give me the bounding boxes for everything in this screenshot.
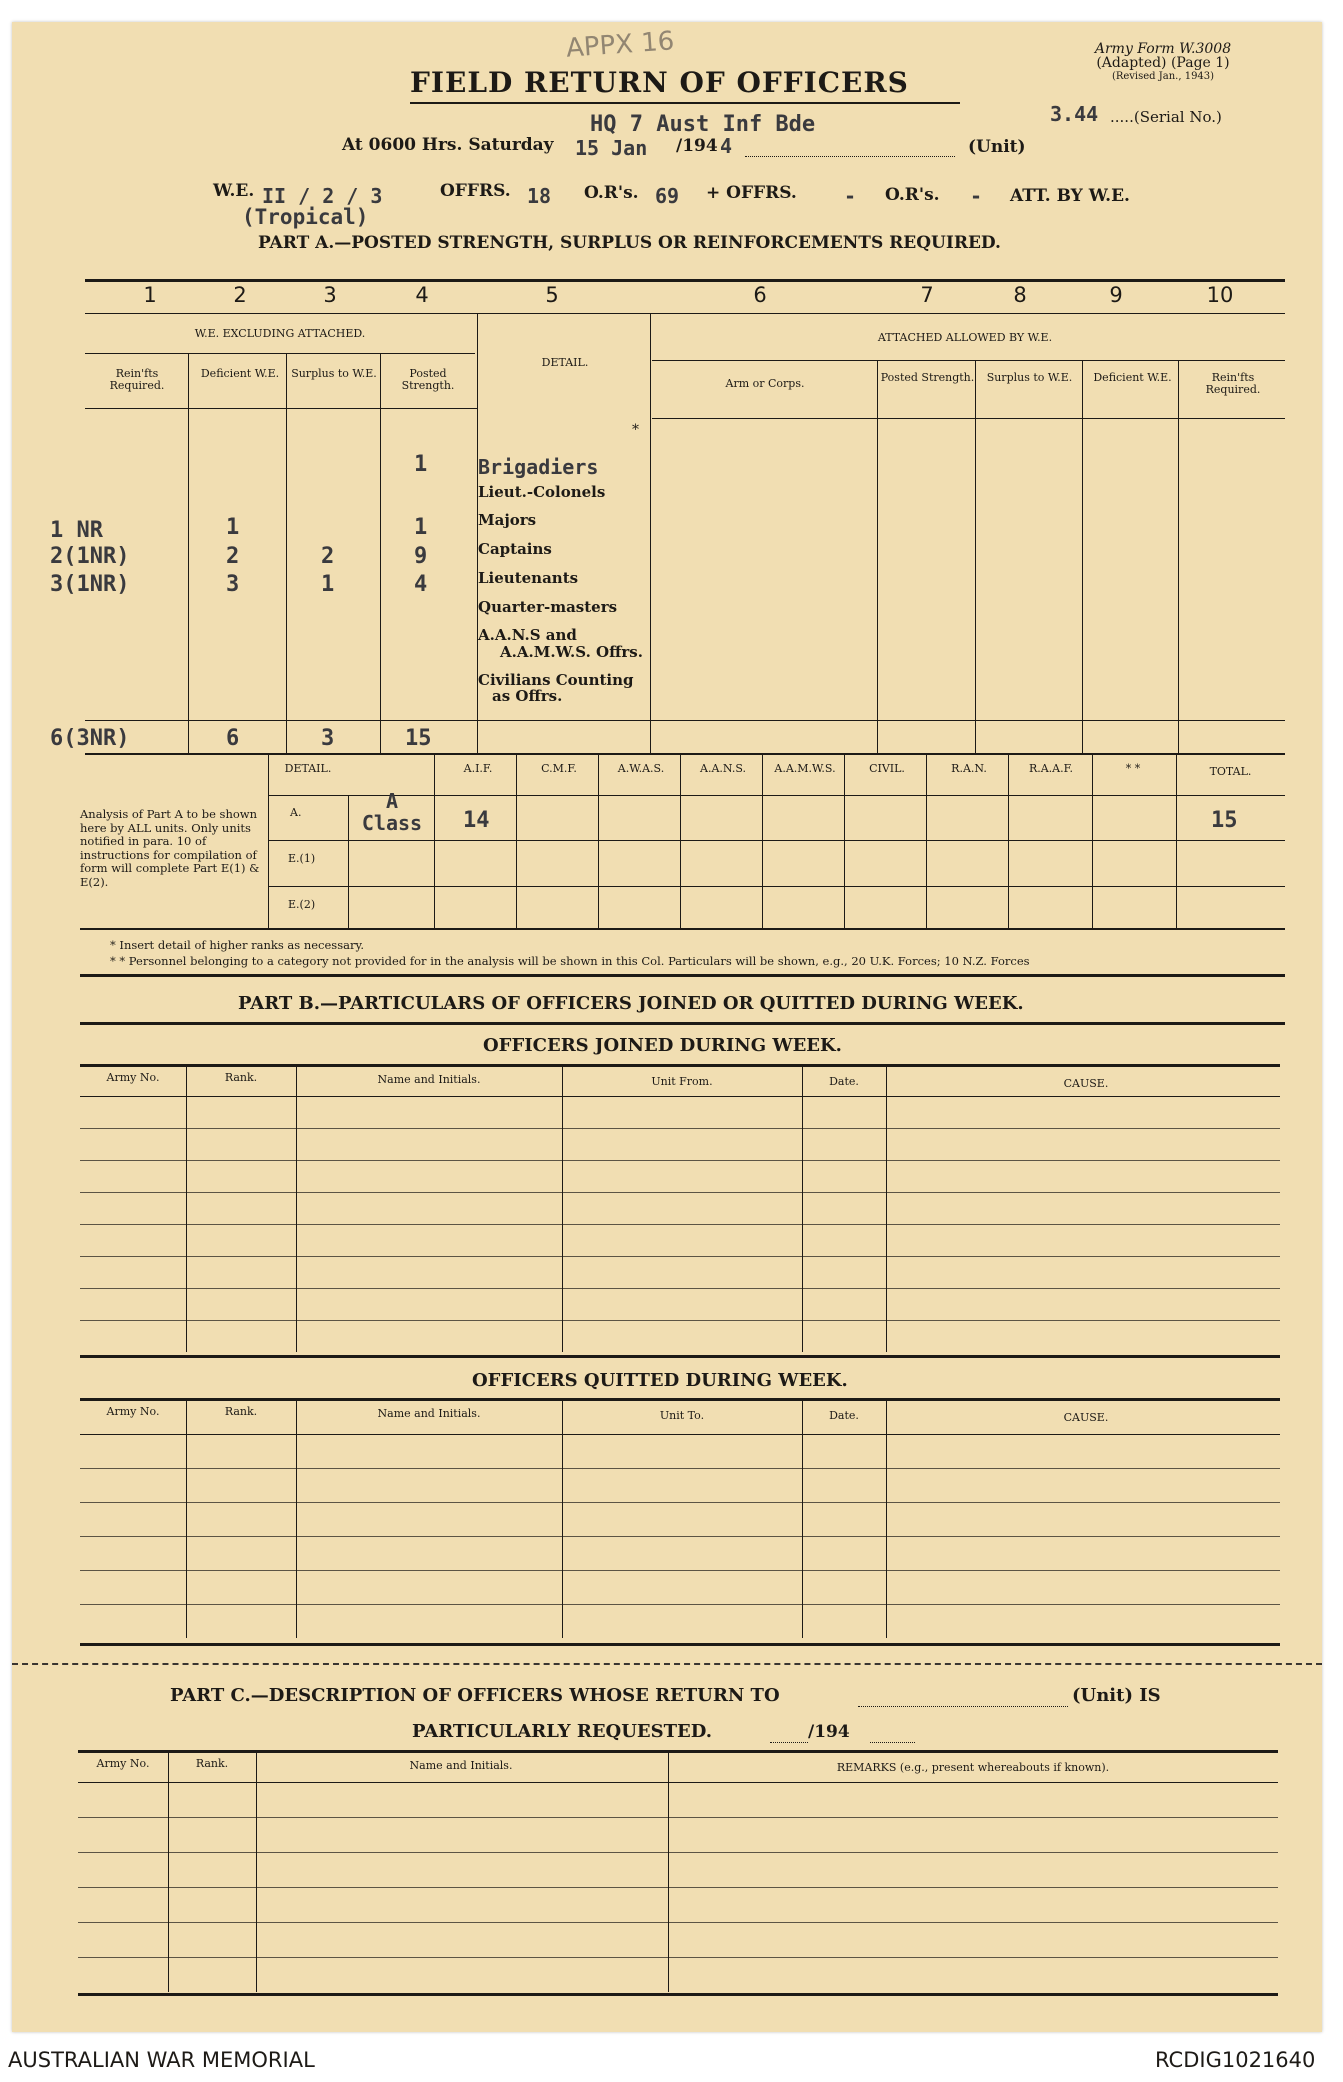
hdr-surplus2: Surplus to W.E. [986, 371, 1073, 384]
analysis-headers [0, 758, 1343, 786]
rule [80, 928, 1285, 930]
grid-column-line [668, 1752, 669, 1992]
col-num: 6 [753, 283, 767, 307]
offrs-label: OFFRS. [440, 181, 511, 201]
grid-column-line [886, 1066, 887, 1352]
quitted-hdr-name: Name and Initials. [377, 1407, 481, 1420]
hdr-posted: Posted Strength. [401, 367, 455, 392]
surplus-captains: 2 [321, 544, 335, 569]
part-b-title: PART B.—PARTICULARS OF OFFICERS JOINED OR QUITTED DURING WEEK. [238, 993, 1024, 1014]
an-hdr: * * [1125, 762, 1141, 775]
deficient-majors: 1 [226, 515, 240, 540]
an-hdr: A.W.A.S. [617, 762, 665, 775]
posted-lieutenants: 4 [414, 572, 428, 597]
joined-hdr-unit: Unit From. [651, 1075, 713, 1088]
reinfts-captains: 2(1NR) [50, 544, 130, 569]
rule [85, 313, 1285, 314]
hdr-arm: Arm or Corps. [725, 377, 805, 390]
rule [80, 974, 1285, 977]
rank-aamws: A.A.M.W.S. Offrs. [500, 643, 643, 661]
grid-column-line [186, 1066, 187, 1352]
hdr-posted2: Posted Strength. [880, 371, 975, 384]
time-label: At 0600 Hrs. Saturday [342, 135, 554, 155]
column-numbers [0, 283, 1343, 313]
grid-row-line [80, 1604, 1280, 1605]
joined-hdr-army-no: Army No. [106, 1071, 160, 1084]
form-id: Army Form W.3008 [1094, 41, 1232, 57]
col-num: 5 [545, 283, 559, 307]
rule [80, 1643, 1280, 1646]
grid-row-line [80, 1502, 1280, 1503]
col-divider [975, 360, 976, 753]
col-divider [1176, 755, 1177, 928]
grid-column-line [562, 1400, 563, 1638]
an-hdr: A.A.N.S. [700, 762, 746, 775]
col-num: 10 [1206, 283, 1234, 307]
grid-row-line [78, 1957, 1278, 1958]
col-num: 3 [323, 283, 337, 307]
col-divider [1092, 755, 1093, 928]
part-c-title-b: (Unit) IS [1072, 1685, 1161, 1706]
an-hdr: R.A.N. [951, 762, 987, 775]
col-divider [268, 755, 269, 928]
col-divider [1008, 755, 1009, 928]
joined-table [80, 1066, 1295, 1358]
group-left-header: W.E. EXCLUDING ATTACHED. [194, 327, 366, 340]
handwritten-annotation: APPX 16 [565, 26, 676, 64]
col-num: 2 [233, 283, 247, 307]
col-divider [680, 755, 681, 928]
grid-column-line [168, 1752, 169, 1992]
col-divider [188, 353, 189, 753]
unit-typed: HQ 7 Aust Inf Bde [590, 112, 816, 137]
rank-brigadiers: Brigadiers [478, 455, 599, 479]
part-c-date-stub: /194 [808, 1722, 850, 1742]
col-divider [380, 353, 381, 753]
a-class: A Class [361, 789, 423, 835]
date-dots [770, 1742, 808, 1743]
footer-right: RCDIG1021640 [1155, 2048, 1316, 2072]
grid-header-line [80, 1434, 1280, 1435]
rank-aans: A.A.N.S and [478, 626, 577, 644]
col-divider [348, 795, 349, 928]
part-c-table [78, 1752, 1293, 1996]
grid-row-line [80, 1160, 1280, 1161]
grid-row-line [80, 1468, 1280, 1469]
grid-row-line [80, 1256, 1280, 1257]
grid-row-line [78, 1852, 1278, 1853]
grid-row-line [80, 1224, 1280, 1225]
plus-offrs-value: - [844, 184, 857, 208]
rule [652, 360, 1285, 361]
unit-label: (Unit) [968, 137, 1026, 157]
rule [80, 1355, 1280, 1358]
serial-value: 3.44 [1050, 102, 1099, 126]
partc-hdr-army-no: Army No. [96, 1757, 150, 1770]
col-divider [516, 755, 517, 928]
grid-row-line [80, 1570, 1280, 1571]
total-posted: 15 [405, 726, 432, 751]
an-hdr: C.M.F. [541, 762, 577, 775]
an-hdr: CIVIL. [869, 762, 905, 775]
quitted-hdr-unit: Unit To. [659, 1409, 705, 1422]
grid-column-line [186, 1400, 187, 1638]
grid-column-line [802, 1400, 803, 1638]
joined-hdr-date: Date. [829, 1075, 859, 1088]
grid-column-line [802, 1066, 803, 1352]
total-reinfts: 6(3NR) [50, 726, 130, 751]
year-label: /194 [676, 136, 718, 156]
quitted-hdr-cause: CAUSE. [1063, 1411, 1109, 1424]
total-surplus: 3 [321, 726, 335, 751]
total-deficient: 6 [226, 726, 240, 751]
we-tropical: (Tropical) [242, 205, 369, 229]
grid-row-line [78, 1922, 1278, 1923]
col-divider [1178, 360, 1179, 753]
a-total: 15 [1211, 808, 1238, 833]
quitted-title: OFFICERS QUITTED DURING WEEK. [472, 1370, 848, 1391]
hdr-surplus: Surplus to W.E. [291, 367, 377, 380]
an-hdr: A.I.F. [463, 762, 493, 775]
offrs-value: 18 [527, 184, 552, 208]
rank-civilians-2: as Offrs. [492, 687, 563, 705]
plus-offrs-label: + OFFRS. [706, 183, 797, 203]
joined-hdr-name: Name and Initials. [377, 1073, 481, 1086]
rule [268, 886, 1285, 887]
grid-row-line [80, 1192, 1280, 1193]
col-num: 9 [1109, 283, 1123, 307]
ors-label: O.R's. [584, 183, 639, 203]
rule [85, 408, 477, 409]
rank-lieutenants: Lieutenants [478, 569, 579, 587]
grid-column-line [256, 1752, 257, 1992]
reinfts-majors: 1 NR [50, 518, 103, 543]
grid-header-line [80, 1096, 1280, 1097]
grid-column-line [886, 1400, 887, 1638]
form-adapted: (Adapted) (Page 1) [1096, 55, 1230, 71]
plus-ors-label: O.R's. [885, 185, 940, 205]
an-hdr: A.A.M.W.S. [774, 762, 836, 775]
rule [78, 1993, 1278, 1996]
form-revised: (Revised Jan., 1943) [1111, 71, 1215, 82]
col-divider [926, 755, 927, 928]
posted-captains: 9 [414, 544, 428, 569]
joined-title: OFFICERS JOINED DURING WEEK. [483, 1035, 842, 1056]
title-underline [410, 102, 960, 104]
grid-row-line [78, 1887, 1278, 1888]
analysis-note: Analysis of Part A to be shown here by ALL units. Only units notified in para. 10 of instructions for compilation of form will complete Part E(1) & E(2). [80, 807, 260, 889]
footnote-2: * * Personnel belonging to a category not provided for in the analysis will be shown in this Col. Particulars will be shown, e.g., 20 U.K. Forces; 10 N.Z. Forces [110, 954, 1030, 968]
col-divider [286, 353, 287, 753]
plus-ors-value: - [970, 184, 983, 208]
col-divider [1082, 360, 1083, 753]
fold-line [12, 1663, 1322, 1665]
unit-dots [858, 1706, 1068, 1707]
unit-dots [745, 156, 955, 157]
row-label-e1: E.(1) [288, 852, 316, 865]
part-a-title: PART A.—POSTED STRENGTH, SURPLUS OR REINFORCEMENTS REQUIRED. [258, 233, 1001, 253]
form-id-block [1068, 42, 1258, 84]
grid-column-line [562, 1066, 563, 1352]
rule [85, 353, 475, 354]
part-c-title-a: PART C.—DESCRIPTION OF OFFICERS WHOSE RETURN TO [170, 1685, 780, 1706]
grid-header-line [78, 1782, 1278, 1783]
col-divider [598, 755, 599, 928]
col-num: 4 [415, 283, 429, 307]
serial-label: .....(Serial No.) [1110, 108, 1222, 126]
posted-brigadiers: 1 [414, 452, 428, 477]
an-hdr: TOTAL. [1209, 765, 1252, 778]
col-divider [650, 313, 651, 753]
joined-hdr-cause: CAUSE. [1063, 1077, 1109, 1090]
grid-column-line [296, 1400, 297, 1638]
part-a-top-rule [85, 279, 1285, 282]
an-hdr: DETAIL. [284, 762, 332, 775]
col-divider [877, 360, 878, 753]
hdr-deficient2: Deficient W.E. [1093, 371, 1172, 384]
year-typed: 4 [720, 134, 733, 158]
att-label: ATT. BY W.E. [1010, 186, 1130, 206]
date-dots [870, 1742, 915, 1743]
rank-lieut-colonels: Lieut.-Colonels [478, 483, 606, 501]
joined-hdr-rank: Rank. [224, 1071, 258, 1084]
col-num: 7 [920, 283, 934, 307]
row-label-e2: E.(2) [288, 898, 316, 911]
a-aif: 14 [463, 808, 490, 833]
page-title: FIELD RETURN OF OFFICERS [410, 66, 909, 99]
grid-row-line [80, 1288, 1280, 1289]
grid-row-line [80, 1536, 1280, 1537]
col-num: 8 [1013, 283, 1027, 307]
partc-hdr-name: Name and Initials. [409, 1759, 513, 1772]
part-c-title-c: PARTICULARLY REQUESTED. [412, 1721, 712, 1742]
ors-value: 69 [655, 184, 680, 208]
rank-majors: Majors [478, 511, 537, 529]
we-value: II / 2 / 3 [262, 184, 383, 208]
posted-majors: 1 [414, 515, 428, 540]
we-label: W.E. [213, 181, 255, 201]
partc-hdr-rank: Rank. [195, 1757, 229, 1770]
footer-left: AUSTRALIAN WAR MEMORIAL [8, 2048, 315, 2072]
group-right-header: ATTACHED ALLOWED BY W.E. [877, 331, 1053, 344]
quitted-hdr-date: Date. [829, 1409, 859, 1422]
col-divider [844, 755, 845, 928]
col-divider [762, 755, 763, 928]
grid-row-line [78, 1817, 1278, 1818]
quitted-table [80, 1400, 1295, 1642]
an-hdr: R.A.A.F. [1028, 762, 1074, 775]
deficient-lieutenants: 3 [226, 572, 240, 597]
rule [80, 1022, 1285, 1025]
hdr-detail: DETAIL. [541, 356, 589, 369]
deficient-captains: 2 [226, 544, 240, 569]
hdr-reinfts2: Rein'fts Required. [1205, 371, 1261, 396]
col-divider [434, 755, 435, 928]
footnote-1: * Insert detail of higher ranks as necessary. [110, 938, 365, 952]
grid-row-line [80, 1128, 1280, 1129]
rule [85, 720, 1285, 721]
grid-column-line [296, 1066, 297, 1352]
reinfts-lieutenants: 3(1NR) [50, 572, 130, 597]
surplus-lieutenants: 1 [321, 572, 335, 597]
partc-hdr-remarks: REMARKS (e.g., present whereabouts if known). [836, 1761, 1110, 1774]
hdr-deficient: Deficient W.E. [200, 367, 280, 380]
detail-star: * [632, 422, 639, 438]
row-label-a: A. [290, 806, 302, 819]
grid-row-line [80, 1320, 1280, 1321]
rank-civilians: Civilians Counting [478, 671, 634, 689]
col-num: 1 [143, 283, 157, 307]
date-typed: 15 Jan [575, 136, 648, 160]
quitted-hdr-rank: Rank. [224, 1405, 258, 1418]
rule [652, 418, 1285, 419]
rule [85, 753, 1285, 755]
rank-captains: Captains [478, 540, 552, 558]
quitted-hdr-army-no: Army No. [106, 1405, 160, 1418]
rule [268, 840, 1285, 841]
rank-quarter-masters: Quarter-masters [478, 598, 618, 616]
hdr-reinfts: Rein'fts Required. [109, 367, 165, 392]
